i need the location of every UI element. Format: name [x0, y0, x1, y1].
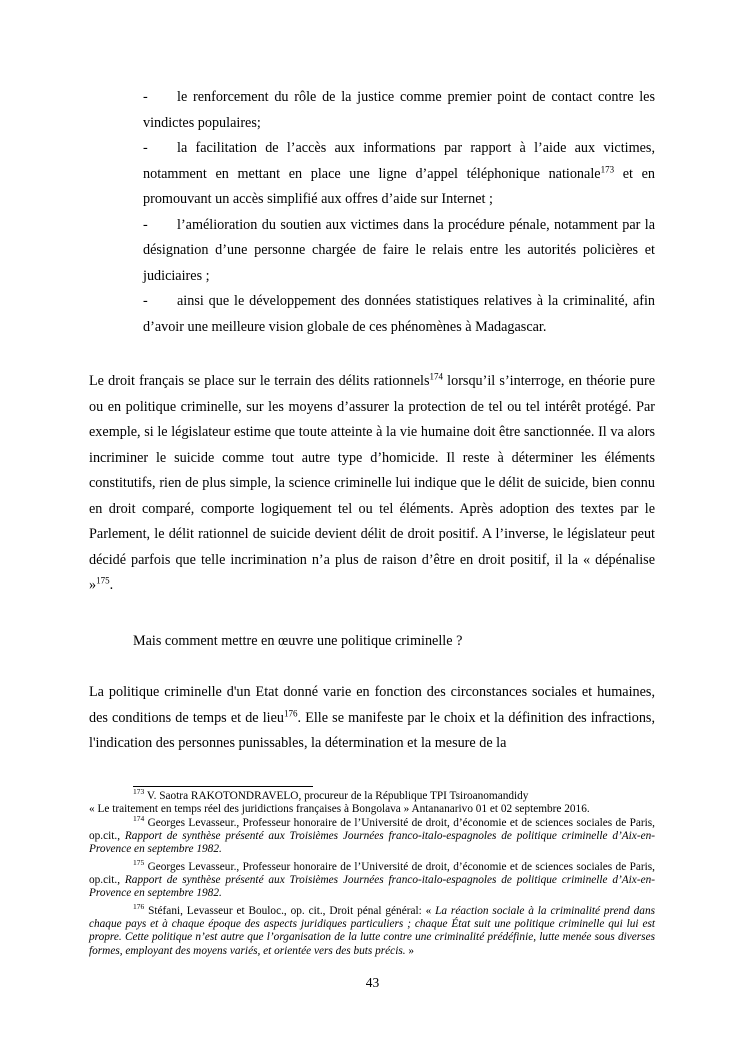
list-item: - la facilitation de l’accès aux informations par rapport à l’aide aux victimes, notamment en mettant en place une ligne d’appel téléphonique nationale$^{173}$ et en promouvant un accès simplifié aux offres d’aide sur Internet ;	[143, 140, 655, 207]
list-item: - ainsi que le développement des données statistiques relatives à la criminalité, afin d’avoir une meilleure vision globale de ces phénomènes à Madagascar.	[143, 293, 655, 335]
page-number: 43	[365, 975, 380, 990]
body-paragraph: La politique criminelle d'un Etat donné varie en fonction des circonstances sociales et humaines, des conditions de temps et de lieu$^{176}$. Elle se manifeste par le choix et la définition des infractions, l'indication des personnes punissables, la détermination et la mesure de la	[89, 684, 655, 751]
bullet-list	[143, 85, 655, 340]
body-paragraph: Le droit français se place sur le terrain des délits rationnels$^{174}$ lorsqu’il s’interroge, en théorie pure ou en politique criminelle, sur les moyens d’assurer la protection de tel ou tel intérêt protégé. Par exemple, si le législateur estime que toute atteinte à la vie humaine doit être sanctionnée. Il va alors incriminer le suicide comme tout autre type d’homicide. Il reste à déterminer les éléments constitutifs, rien de plus simple, la science criminelle lui indique que le délit de suicide, bien connu en droit comparé, comporte logiquement tel ou tel éléments. Après adoption des textes par le Parlement, le délit rationnel de suicide devient délit de droit positif. A l’inverse, le législateur peut décidé parfois que telle incrimination n’a plus de raison d’être en droit positif, il la « dépénalise »$^{175}$.	[89, 371, 655, 593]
footnote-ref[interactable]: 175	[96, 575, 110, 586]
footnote-separator	[133, 786, 313, 787]
footnote-174: $^{174}$ Georges Levasseur., Professeur honoraire de l’Université de droit, d’économie et de sciences sociales de Paris, op.cit., Rapport de synthèse présenté aux Troisièmes Journées franco-italo-espagnoles de politique criminelle d’Aix-en-Provence en septembre 1982.	[89, 814, 656, 856]
footnote-175: $^{175}$ Georges Levasseur., Professeur honoraire de l’Université de droit, d’économie et de sciences sociales de Paris, op.cit., Rapport de synthèse présenté aux Troisièmes Journées franco-italo-espagnoles de politique criminelle d’Aix-en-Provence en septembre 1982.	[89, 858, 656, 900]
question-line: Mais comment mettre en œuvre une politique criminelle ?	[133, 633, 463, 649]
list-item: - l’amélioration du soutien aux victimes dans la procédure pénale, notamment par la désignation d’une personne chargée de faire le relais entre les autorités policières et judiciaires ;	[143, 216, 655, 284]
footnote-ref[interactable]: 174	[429, 371, 443, 382]
footnote-ref[interactable]: 176	[284, 707, 298, 718]
footnote-176: $^{176}$ Stéfani, Levasseur et Bouloc., op. cit., Droit pénal général: « La réaction sociale à la criminalité prend dans chaque pays et à chaque époque des aspects juridiques particuliers ; chaque État suit une politique criminelle qui lui est propre. Cette politique n’est autre que l’organisation de la lutte contre une criminalité prédéfinie, lutte menée sous diverses formes, employant des moyens variés, et orientée vers des buts précis. »	[89, 902, 656, 957]
footnote-ref[interactable]: 173	[600, 163, 615, 174]
footnote-173: $^{173}$ V. Saotra RAKOTONDRAVELO, procureur de la République TPI Tsiroanomandidy « Le traitement en temps réel des juridictions françaises à Bongolava » Antananarivo 01 et 02 septembre 2016.	[89, 787, 590, 816]
list-item: - le renforcement du rôle de la justice comme premier point de contact contre les vindictes populaires;	[143, 89, 655, 131]
